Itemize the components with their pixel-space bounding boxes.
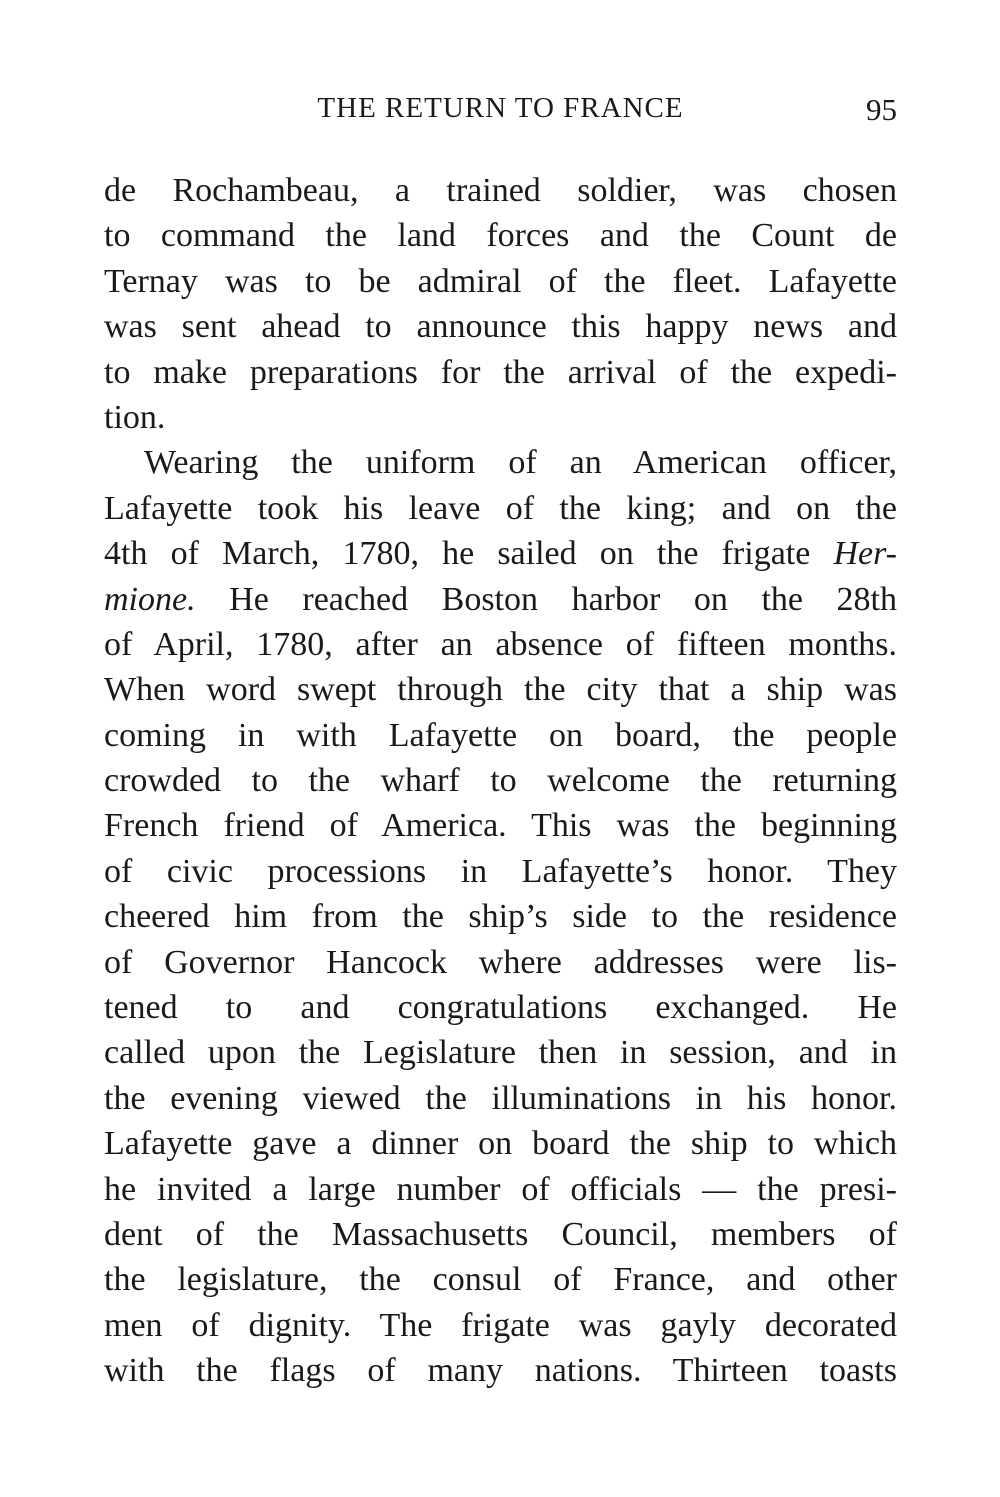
running-title: THE RETURN TO FRANCE <box>317 92 684 124</box>
text-line: of April, 1780, after an absence of fifteen months. <box>104 625 897 663</box>
page-number: 95 <box>866 92 897 127</box>
text-line: de Rochambeau, a trained soldier, was chosen <box>104 172 897 209</box>
text-line: to command the land forces and the Count de <box>104 217 897 255</box>
text-fragment: He reached Boston harbor on the 28th <box>229 580 898 618</box>
text-line: When word swept through the city that a ship was <box>104 671 897 709</box>
text-line: with the flags of many nations. Thirteen toasts <box>104 1352 897 1390</box>
text-line: called upon the Legislature then in session, and in <box>104 1034 897 1072</box>
text-line <box>104 577 897 622</box>
text-line: Lafayette took his leave of the king; and on the <box>104 489 897 527</box>
text-line: of Governor Hancock where addresses were lis- <box>104 943 897 981</box>
text-line: to make preparations for the arrival of the expedi- <box>104 353 897 391</box>
text-line: coming in with Lafayette on board, the people <box>104 716 897 754</box>
italic-ship-name-part: Her- <box>833 535 898 573</box>
text-line: cheered him from the ship’s side to the residence <box>104 898 897 936</box>
text-line: was sent ahead to announce this happy news and <box>104 308 897 346</box>
text-line: of civic processions in Lafayette’s honor. They <box>104 852 897 890</box>
text-line: men of dignity. The frigate was gayly decorated <box>104 1306 897 1344</box>
text-line: Wearing the uniform of an American officer, <box>144 444 897 482</box>
text-line: the legislature, the consul of France, and other <box>104 1261 897 1299</box>
italic-ship-name-part: mione. <box>104 580 196 618</box>
text-fragment: 4th of March, 1780, he sailed on the frigate <box>104 535 811 573</box>
text-line: dent of the Massachusetts Council, members of <box>104 1215 897 1253</box>
text-line: Lafayette gave a dinner on board the ship to which <box>104 1125 897 1163</box>
body-text <box>104 168 897 1394</box>
text-line: Ternay was to be admiral of the fleet. Lafayette <box>104 262 897 300</box>
running-head <box>104 88 897 138</box>
text-line: tened to and congratulations exchanged. He <box>104 989 897 1027</box>
text-line: tion. <box>104 398 166 436</box>
text-line: he invited a large number of officials — the presi- <box>104 1170 897 1208</box>
text-line: French friend of America. This was the beginning <box>104 807 897 845</box>
text-line: the evening viewed the illuminations in his honor. <box>104 1079 897 1117</box>
text-line: crowded to the wharf to welcome the returning <box>104 762 897 800</box>
text-line <box>104 531 897 576</box>
